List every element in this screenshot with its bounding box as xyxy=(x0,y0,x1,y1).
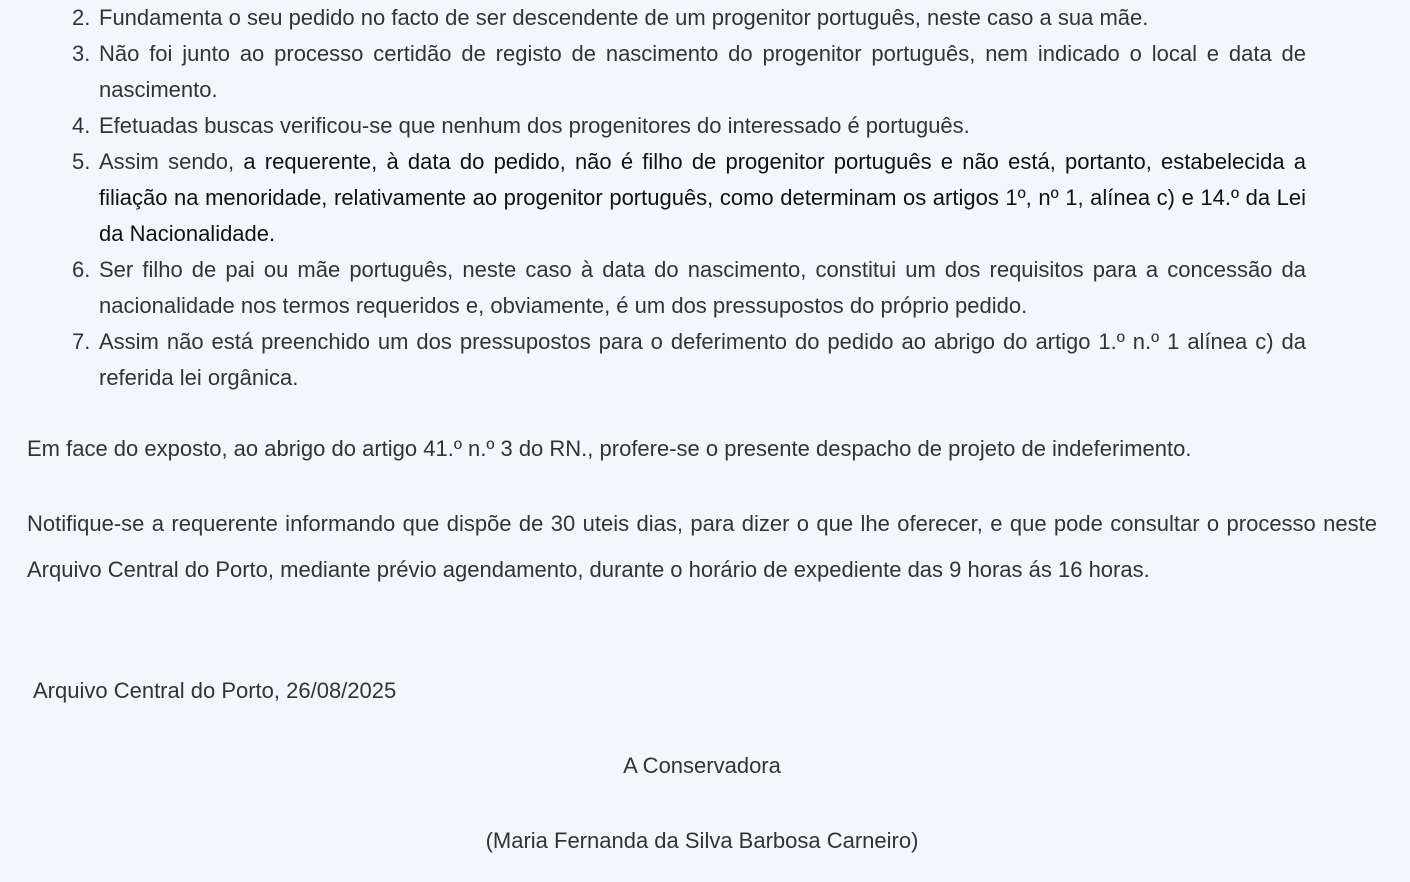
list-item-number: 5. xyxy=(72,149,91,174)
list-item-text: Assim não está preenchido um dos pressupostos para o deferimento do pedido ao abrigo do artigo 1.º n.º 1 alínea c) da referida lei orgânica. xyxy=(99,329,1306,390)
grounds-list xyxy=(0,0,1306,396)
list-item xyxy=(0,252,1306,324)
list-item xyxy=(0,324,1306,396)
list-item-text-emphasis: a requerente, à data do pedido, não é filho de progenitor português e não está, portanto, estabelecida a filiação na menoridade, relativamente ao progenitor português, como determinam os artigos 1º, nº 1, alínea c) e 14.º da Lei da Nacionalidade. xyxy=(99,149,1306,246)
notification-paragraph: Notifique-se a requerente informando que dispõe de 30 uteis dias, para dizer o que lhe oferecer, e que pode consultar o processo neste Arquivo Central do Porto, mediante prévio agendamento, durante o horário de expediente das 9 horas ás 16 horas. xyxy=(27,511,1377,582)
list-item-number: 6. xyxy=(72,257,91,282)
list-item xyxy=(0,36,1306,108)
list-item-number: 3. xyxy=(72,41,91,66)
list-item-text: Efetuadas buscas verificou-se que nenhum dos progenitores do interessado é português. xyxy=(99,113,970,138)
list-item xyxy=(0,144,1306,252)
list-item-number: 7. xyxy=(72,329,91,354)
list-item-number: 2. xyxy=(72,5,91,30)
signer-title: A Conservadora xyxy=(623,753,781,778)
list-item xyxy=(0,0,1306,36)
list-item-text: Não foi junto ao processo certidão de registo de nascimento do progenitor português, nem indicado o local e data de nascimento. xyxy=(99,41,1306,102)
list-item-text-lead: Assim sendo, xyxy=(99,149,244,174)
place-and-date: Arquivo Central do Porto, 26/08/2025 xyxy=(33,678,397,703)
list-item-text: Ser filho de pai ou mãe português, neste caso à data do nascimento, constitui um dos requisitos para a concessão da nacionalidade nos termos requeridos e, obviamente, é um dos pressupostos do próprio pedido. xyxy=(99,257,1306,318)
signer-name: (Maria Fernanda da Silva Barbosa Carneiro) xyxy=(485,828,919,853)
list-item-number: 4. xyxy=(72,113,91,138)
list-item xyxy=(0,108,1306,144)
list-item-text: Fundamenta o seu pedido no facto de ser descendente de um progenitor português, neste caso a sua mãe. xyxy=(99,5,1149,30)
decision-paragraph: Em face do exposto, ao abrigo do artigo 41.º n.º 3 do RN., profere-se o presente despacho de projeto de indeferimento. xyxy=(27,436,1192,461)
